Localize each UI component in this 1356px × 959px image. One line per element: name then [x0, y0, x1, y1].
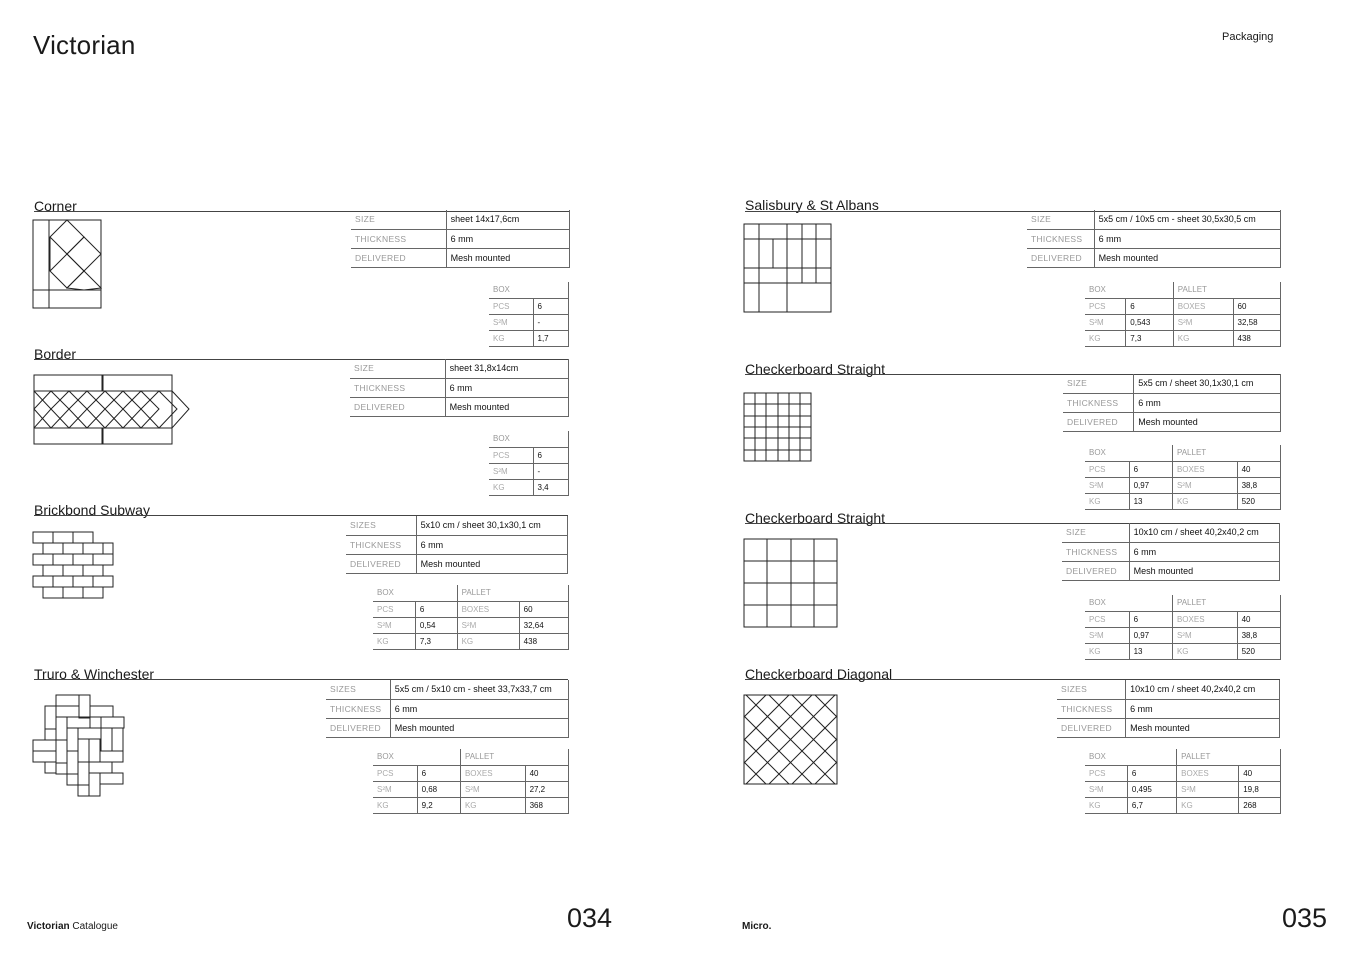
table-row [489, 479, 569, 495]
table-value-cell: 6 mm [1129, 542, 1279, 561]
table-row [1085, 493, 1281, 509]
table-label-cell: THICKNESS [346, 535, 416, 554]
table-row [1027, 229, 1281, 248]
table-row [373, 617, 569, 633]
product-title: Truro & Winchester [34, 666, 155, 682]
table-value-cell: 6 mm [416, 535, 567, 554]
table-row [1085, 445, 1281, 461]
table-row [351, 229, 570, 248]
product-title: Salisbury & St Albans [745, 197, 879, 213]
table-label-cell: PCS [373, 765, 417, 781]
table-label-cell: BOXES [457, 601, 519, 617]
table-value-cell: PALLET [1177, 749, 1281, 765]
table-row [1085, 461, 1281, 477]
product-title: Checkerboard Straight [745, 510, 886, 526]
table-value-cell: 438 [519, 633, 568, 649]
table-row [326, 680, 569, 699]
table-value-cell: 6 mm [445, 378, 568, 397]
table-row [346, 535, 568, 554]
table-value-cell: 40 [1237, 461, 1280, 477]
table-label-cell: S²M [1173, 314, 1233, 330]
corner-tile-drawing [32, 218, 107, 310]
table-value-cell: 5x5 cm / sheet 30,1x30,1 cm [1134, 374, 1281, 393]
spec-table [1057, 680, 1280, 738]
page-number-right: 035 [1282, 903, 1328, 933]
table-value-cell: 6 [1127, 765, 1176, 781]
table-label-cell: DELIVERED [1057, 718, 1126, 737]
brand-footer: Micro. [742, 921, 772, 932]
spec-table [350, 359, 569, 417]
table-label-cell: KG [489, 330, 533, 346]
spec-table [1063, 374, 1281, 432]
table-row [1085, 611, 1281, 627]
table-label-cell: BOXES [1173, 298, 1233, 314]
table-value-cell: 40 [525, 765, 568, 781]
table-value-cell: BOX [489, 431, 569, 447]
table-row [489, 282, 569, 298]
product-title: Checkerboard Diagonal [745, 666, 893, 682]
table-row [1085, 765, 1281, 781]
table-row [373, 601, 569, 617]
table-row [326, 699, 569, 718]
table-value-cell: 5x5 cm / 10x5 cm - sheet 30,5x30,5 cm [1094, 210, 1280, 229]
table-label-cell: KG [1085, 330, 1126, 346]
table-label-cell: SIZE [1062, 523, 1129, 542]
table-value-cell: 3,4 [533, 479, 569, 495]
table-row [1057, 699, 1280, 718]
table-value-cell: BOX [373, 749, 460, 765]
table-label-cell: PCS [489, 298, 533, 314]
table-row [351, 248, 570, 267]
table-value-cell: 60 [1233, 298, 1280, 314]
table-value-cell: 520 [1237, 493, 1280, 509]
table-value-cell: 7,3 [415, 633, 457, 649]
table-label-cell: DELIVERED [1063, 412, 1134, 431]
table-row [1085, 781, 1281, 797]
table-label-cell: BOXES [460, 765, 525, 781]
table-value-cell: 6 mm [390, 699, 568, 718]
table-label-cell: DELIVERED [326, 718, 390, 737]
table-label-cell: SIZE [1027, 210, 1094, 229]
table-label-cell: DELIVERED [1062, 561, 1129, 580]
packaging-table [1085, 749, 1281, 814]
table-label-cell: DELIVERED [351, 248, 446, 267]
spec-table [1062, 523, 1280, 581]
table-value-cell: 6 [533, 298, 569, 314]
salisbury-tile-drawing [743, 223, 833, 314]
table-value-cell: 40 [1237, 611, 1280, 627]
table-row [326, 718, 569, 737]
table-value-cell: 19,8 [1239, 781, 1281, 797]
table-row [1062, 542, 1280, 561]
table-value-cell: 6 [1126, 298, 1173, 314]
table-row [1085, 797, 1281, 813]
table-value-cell: Mesh mounted [1134, 412, 1281, 431]
table-label-cell: KG [1085, 797, 1127, 813]
packaging-table [489, 282, 569, 347]
table-value-cell: 6 mm [1134, 393, 1281, 412]
product-title: Corner [34, 198, 77, 214]
catalogue-footer: Victorian Catalogue [27, 921, 118, 932]
spec-table [346, 516, 568, 574]
packaging-table [1085, 282, 1281, 347]
spec-table [1027, 210, 1281, 268]
table-value-cell: 6,7 [1127, 797, 1176, 813]
table-value-cell: 40 [1239, 765, 1281, 781]
table-label-cell: DELIVERED [1027, 248, 1094, 267]
table-value-cell: 520 [1237, 643, 1280, 659]
table-value-cell: - [533, 314, 569, 330]
table-row [1085, 477, 1281, 493]
table-row [1027, 248, 1281, 267]
table-label-cell: PCS [1085, 611, 1129, 627]
table-row [489, 314, 569, 330]
table-row [1085, 282, 1281, 298]
border-tile-drawing [32, 374, 192, 448]
table-label-cell: S²M [489, 314, 533, 330]
table-label-cell: KG [373, 797, 417, 813]
table-value-cell: 13 [1129, 643, 1172, 659]
table-value-cell: Mesh mounted [1126, 718, 1280, 737]
table-label-cell: KG [489, 479, 533, 495]
table-value-cell: 438 [1233, 330, 1280, 346]
table-label-cell: SIZE [350, 359, 445, 378]
table-value-cell: 6 [415, 601, 457, 617]
table-label-cell: KG [373, 633, 415, 649]
table-value-cell: PALLET [1172, 595, 1280, 611]
table-row [346, 516, 568, 535]
table-label-cell: KG [1173, 330, 1233, 346]
table-label-cell: S²M [1172, 477, 1237, 493]
table-label-cell: PCS [1085, 298, 1126, 314]
table-value-cell: 38,8 [1237, 627, 1280, 643]
table-value-cell: 6 [417, 765, 460, 781]
table-value-cell: Mesh mounted [390, 718, 568, 737]
table-value-cell: 1,7 [533, 330, 569, 346]
table-row [1027, 210, 1281, 229]
table-row [1085, 643, 1281, 659]
table-label-cell: THICKNESS [1027, 229, 1094, 248]
table-label-cell: S²M [460, 781, 525, 797]
table-label-cell: KG [1172, 643, 1237, 659]
table-label-cell: PCS [489, 447, 533, 463]
table-row [1062, 523, 1280, 542]
table-row [489, 463, 569, 479]
table-value-cell: Mesh mounted [1094, 248, 1280, 267]
packaging-table [489, 431, 569, 496]
table-label-cell: PCS [1085, 461, 1129, 477]
packaging-table [1085, 445, 1281, 510]
table-value-cell: sheet 31,8x14cm [445, 359, 568, 378]
table-label-cell: THICKNESS [350, 378, 445, 397]
checkerboard-5x5-drawing [743, 392, 814, 464]
spec-table [351, 210, 570, 268]
product-title: Border [34, 346, 77, 362]
packaging-table [373, 749, 569, 814]
table-row [1057, 680, 1280, 699]
table-label-cell: S²M [489, 463, 533, 479]
table-row [350, 378, 569, 397]
table-label-cell: BOXES [1172, 611, 1237, 627]
spec-table [326, 680, 569, 738]
table-value-cell: 0,495 [1127, 781, 1176, 797]
table-label-cell: SIZE [351, 210, 446, 229]
table-label-cell: KG [1085, 493, 1129, 509]
table-label-cell: KG [1085, 643, 1129, 659]
table-value-cell: 0,543 [1126, 314, 1173, 330]
table-value-cell: PALLET [457, 585, 568, 601]
table-value-cell: BOX [1085, 749, 1177, 765]
table-row [1063, 393, 1281, 412]
table-label-cell: S²M [1085, 314, 1126, 330]
table-label-cell: KG [457, 633, 519, 649]
table-label-cell: S²M [1172, 627, 1237, 643]
table-label-cell: DELIVERED [350, 397, 445, 416]
table-row [489, 330, 569, 346]
table-label-cell: KG [1177, 797, 1239, 813]
table-value-cell: PALLET [1173, 282, 1280, 298]
table-value-cell: Mesh mounted [445, 397, 568, 416]
truro-tile-drawing [32, 694, 128, 800]
table-label-cell: DELIVERED [346, 554, 416, 573]
product-title: Brickbond Subway [34, 502, 150, 518]
table-value-cell: Mesh mounted [416, 554, 567, 573]
table-row [373, 585, 569, 601]
table-row [1085, 298, 1281, 314]
table-value-cell: 368 [525, 797, 568, 813]
table-value-cell: PALLET [1172, 445, 1280, 461]
table-row [373, 781, 569, 797]
table-value-cell: 10x10 cm / sheet 40,2x40,2 cm [1129, 523, 1279, 542]
table-value-cell: sheet 14x17,6cm [446, 210, 569, 229]
page-number-left: 034 [567, 903, 613, 933]
table-value-cell: 6 mm [1094, 229, 1280, 248]
table-value-cell: 6 [533, 447, 569, 463]
table-value-cell: 0,97 [1129, 627, 1172, 643]
table-label-cell: SIZES [326, 680, 390, 699]
table-row [1062, 561, 1280, 580]
table-label-cell: KG [1172, 493, 1237, 509]
page-title: Victorian [33, 30, 136, 60]
table-label-cell: THICKNESS [1063, 393, 1134, 412]
table-label-cell: THICKNESS [326, 699, 390, 718]
table-row [1063, 412, 1281, 431]
table-value-cell: BOX [489, 282, 569, 298]
table-row [373, 797, 569, 813]
table-value-cell: 60 [519, 601, 568, 617]
table-row [373, 765, 569, 781]
table-value-cell: Mesh mounted [446, 248, 569, 267]
table-value-cell: 0,97 [1129, 477, 1172, 493]
table-row [1085, 314, 1281, 330]
table-value-cell: - [533, 463, 569, 479]
table-label-cell: S²M [373, 781, 417, 797]
table-row [489, 431, 569, 447]
table-label-cell: PCS [373, 601, 415, 617]
table-value-cell: 6 mm [1126, 699, 1280, 718]
table-row [1085, 749, 1281, 765]
table-label-cell: S²M [373, 617, 415, 633]
table-value-cell: BOX [1085, 445, 1172, 461]
table-row [1057, 718, 1280, 737]
table-value-cell: 6 mm [446, 229, 569, 248]
table-value-cell: 7,3 [1126, 330, 1173, 346]
table-value-cell: BOX [373, 585, 457, 601]
table-row [1085, 330, 1281, 346]
product-title: Checkerboard Straight [745, 361, 886, 377]
table-row [346, 554, 568, 573]
table-value-cell: 0,54 [415, 617, 457, 633]
table-label-cell: S²M [457, 617, 519, 633]
table-value-cell: PALLET [460, 749, 568, 765]
table-value-cell: 32,64 [519, 617, 568, 633]
table-value-cell: Mesh mounted [1129, 561, 1279, 580]
table-row [1085, 627, 1281, 643]
brickbond-tile-drawing [32, 531, 116, 603]
table-value-cell: 32,58 [1233, 314, 1280, 330]
table-value-cell: 38,8 [1237, 477, 1280, 493]
table-row [350, 397, 569, 416]
table-label-cell: SIZES [1057, 680, 1126, 699]
table-value-cell: BOX [1085, 595, 1172, 611]
table-label-cell: THICKNESS [351, 229, 446, 248]
checkerboard-diagonal-drawing [743, 694, 840, 786]
packaging-table [373, 585, 569, 650]
table-value-cell: BOX [1085, 282, 1173, 298]
table-label-cell: SIZES [346, 516, 416, 535]
table-label-cell: THICKNESS [1062, 542, 1129, 561]
packaging-table [1085, 595, 1281, 660]
table-row [350, 359, 569, 378]
table-label-cell: S²M [1085, 477, 1129, 493]
table-value-cell: 6 [1129, 611, 1172, 627]
table-label-cell: BOXES [1177, 765, 1239, 781]
table-value-cell: 6 [1129, 461, 1172, 477]
table-value-cell: 5x10 cm / sheet 30,1x30,1 cm [416, 516, 567, 535]
table-value-cell: 268 [1239, 797, 1281, 813]
table-value-cell: 27,2 [525, 781, 568, 797]
table-row [373, 633, 569, 649]
table-row [489, 298, 569, 314]
section-label: Packaging [1222, 31, 1274, 43]
table-label-cell: KG [460, 797, 525, 813]
table-row [351, 210, 570, 229]
table-label-cell: BOXES [1172, 461, 1237, 477]
table-value-cell: 13 [1129, 493, 1172, 509]
table-row [489, 447, 569, 463]
table-row [1063, 374, 1281, 393]
table-row [1085, 595, 1281, 611]
table-value-cell: 5x5 cm / 5x10 cm - sheet 33,7x33,7 cm [390, 680, 568, 699]
table-label-cell: SIZE [1063, 374, 1134, 393]
table-value-cell: 9,2 [417, 797, 460, 813]
table-value-cell: 10x10 cm / sheet 40,2x40,2 cm [1126, 680, 1280, 699]
table-label-cell: S²M [1085, 781, 1127, 797]
table-label-cell: S²M [1085, 627, 1129, 643]
table-value-cell: 0,68 [417, 781, 460, 797]
table-row [373, 749, 569, 765]
table-label-cell: THICKNESS [1057, 699, 1126, 718]
checkerboard-10x10-drawing [743, 538, 840, 630]
table-label-cell: S²M [1177, 781, 1239, 797]
table-label-cell: PCS [1085, 765, 1127, 781]
